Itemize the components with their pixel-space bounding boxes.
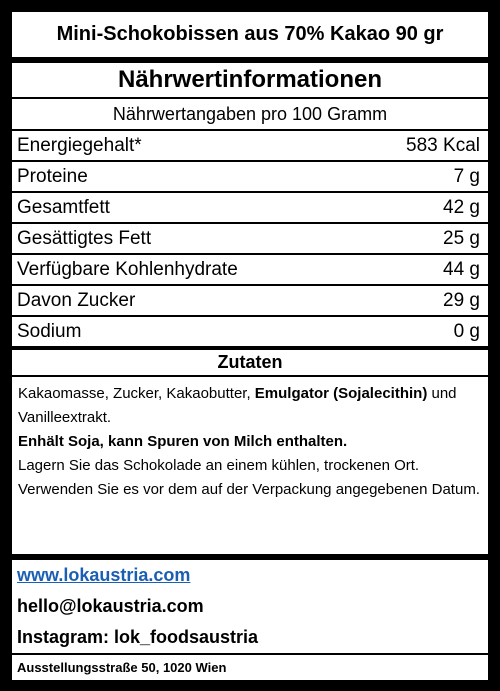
website-row — [12, 560, 488, 591]
nutrition-label: Gesättigtes Fett — [17, 227, 152, 249]
nutrition-subheading: Nährwertangaben pro 100 Gramm — [12, 99, 488, 131]
ingredients-end: und Vanilleextrakt. — [18, 385, 457, 426]
website-link[interactable]: www.lokaustria.com — [17, 565, 191, 585]
nutrition-row-energy — [12, 131, 488, 162]
ingredients-heading: Zutaten — [12, 350, 488, 377]
ingredients-emulsifier: Emulgator (Sojalecithin) — [254, 385, 428, 402]
email-text: hello@lokaustria.com — [17, 596, 204, 616]
nutrition-label: Sodium — [17, 320, 82, 342]
instagram-row — [12, 622, 488, 653]
nutrition-label: Proteine — [17, 165, 88, 187]
nutrition-row-saturated-fat — [12, 224, 488, 255]
nutrition-row-protein — [12, 162, 488, 193]
email-row — [12, 591, 488, 622]
ingredients-list — [18, 382, 482, 430]
nutrition-row-fat — [12, 193, 488, 224]
nutrition-label: Verfügbare Kohlenhydrate — [17, 258, 238, 280]
nutrition-label: Gesamtfett — [17, 196, 110, 218]
storage-notice: Lagern Sie das Schokolade an einem kühlen, trockenen Ort. — [18, 457, 420, 474]
nutrition-value: 25 g — [443, 227, 480, 249]
contact-panel — [12, 560, 488, 680]
nutrition-row-sugar — [12, 286, 488, 317]
instagram-text: Instagram: lok_foodsaustria — [17, 627, 259, 647]
address: Ausstellungsstraße 50, 1020 Wien — [12, 653, 488, 680]
nutrition-value: 44 g — [443, 258, 480, 280]
nutrition-row-sodium — [12, 317, 488, 346]
ingredients-plain: Kakaomasse, Zucker, Kakaobutter, — [18, 385, 255, 402]
ingredients-text — [12, 377, 488, 502]
nutrition-value: 7 g — [453, 165, 480, 187]
nutrition-value: 0 g — [453, 320, 480, 342]
nutrition-value: 29 g — [443, 289, 480, 311]
nutrition-label: Davon Zucker — [17, 289, 136, 311]
allergen-text: Enhält Soja, kann Spuren von Milch enthalten. — [18, 433, 348, 450]
usage-notice: Verwenden Sie es vor dem auf der Verpackung angegebenen Datum. — [18, 481, 480, 498]
nutrition-label: Energiegehalt* — [17, 134, 142, 156]
nutrition-row-carbs — [12, 255, 488, 286]
nutrition-table — [12, 63, 488, 346]
nutrition-value: 42 g — [443, 196, 480, 218]
product-title — [12, 12, 488, 57]
ingredients-panel — [12, 350, 488, 554]
nutrition-heading: Nährwertinformationen — [12, 63, 488, 99]
allergen-notice — [18, 430, 482, 454]
product-title-text: Mini-Schokobissen aus 70% Kakao 90 gr — [56, 23, 444, 45]
nutrition-value: 583 Kcal — [406, 134, 480, 156]
